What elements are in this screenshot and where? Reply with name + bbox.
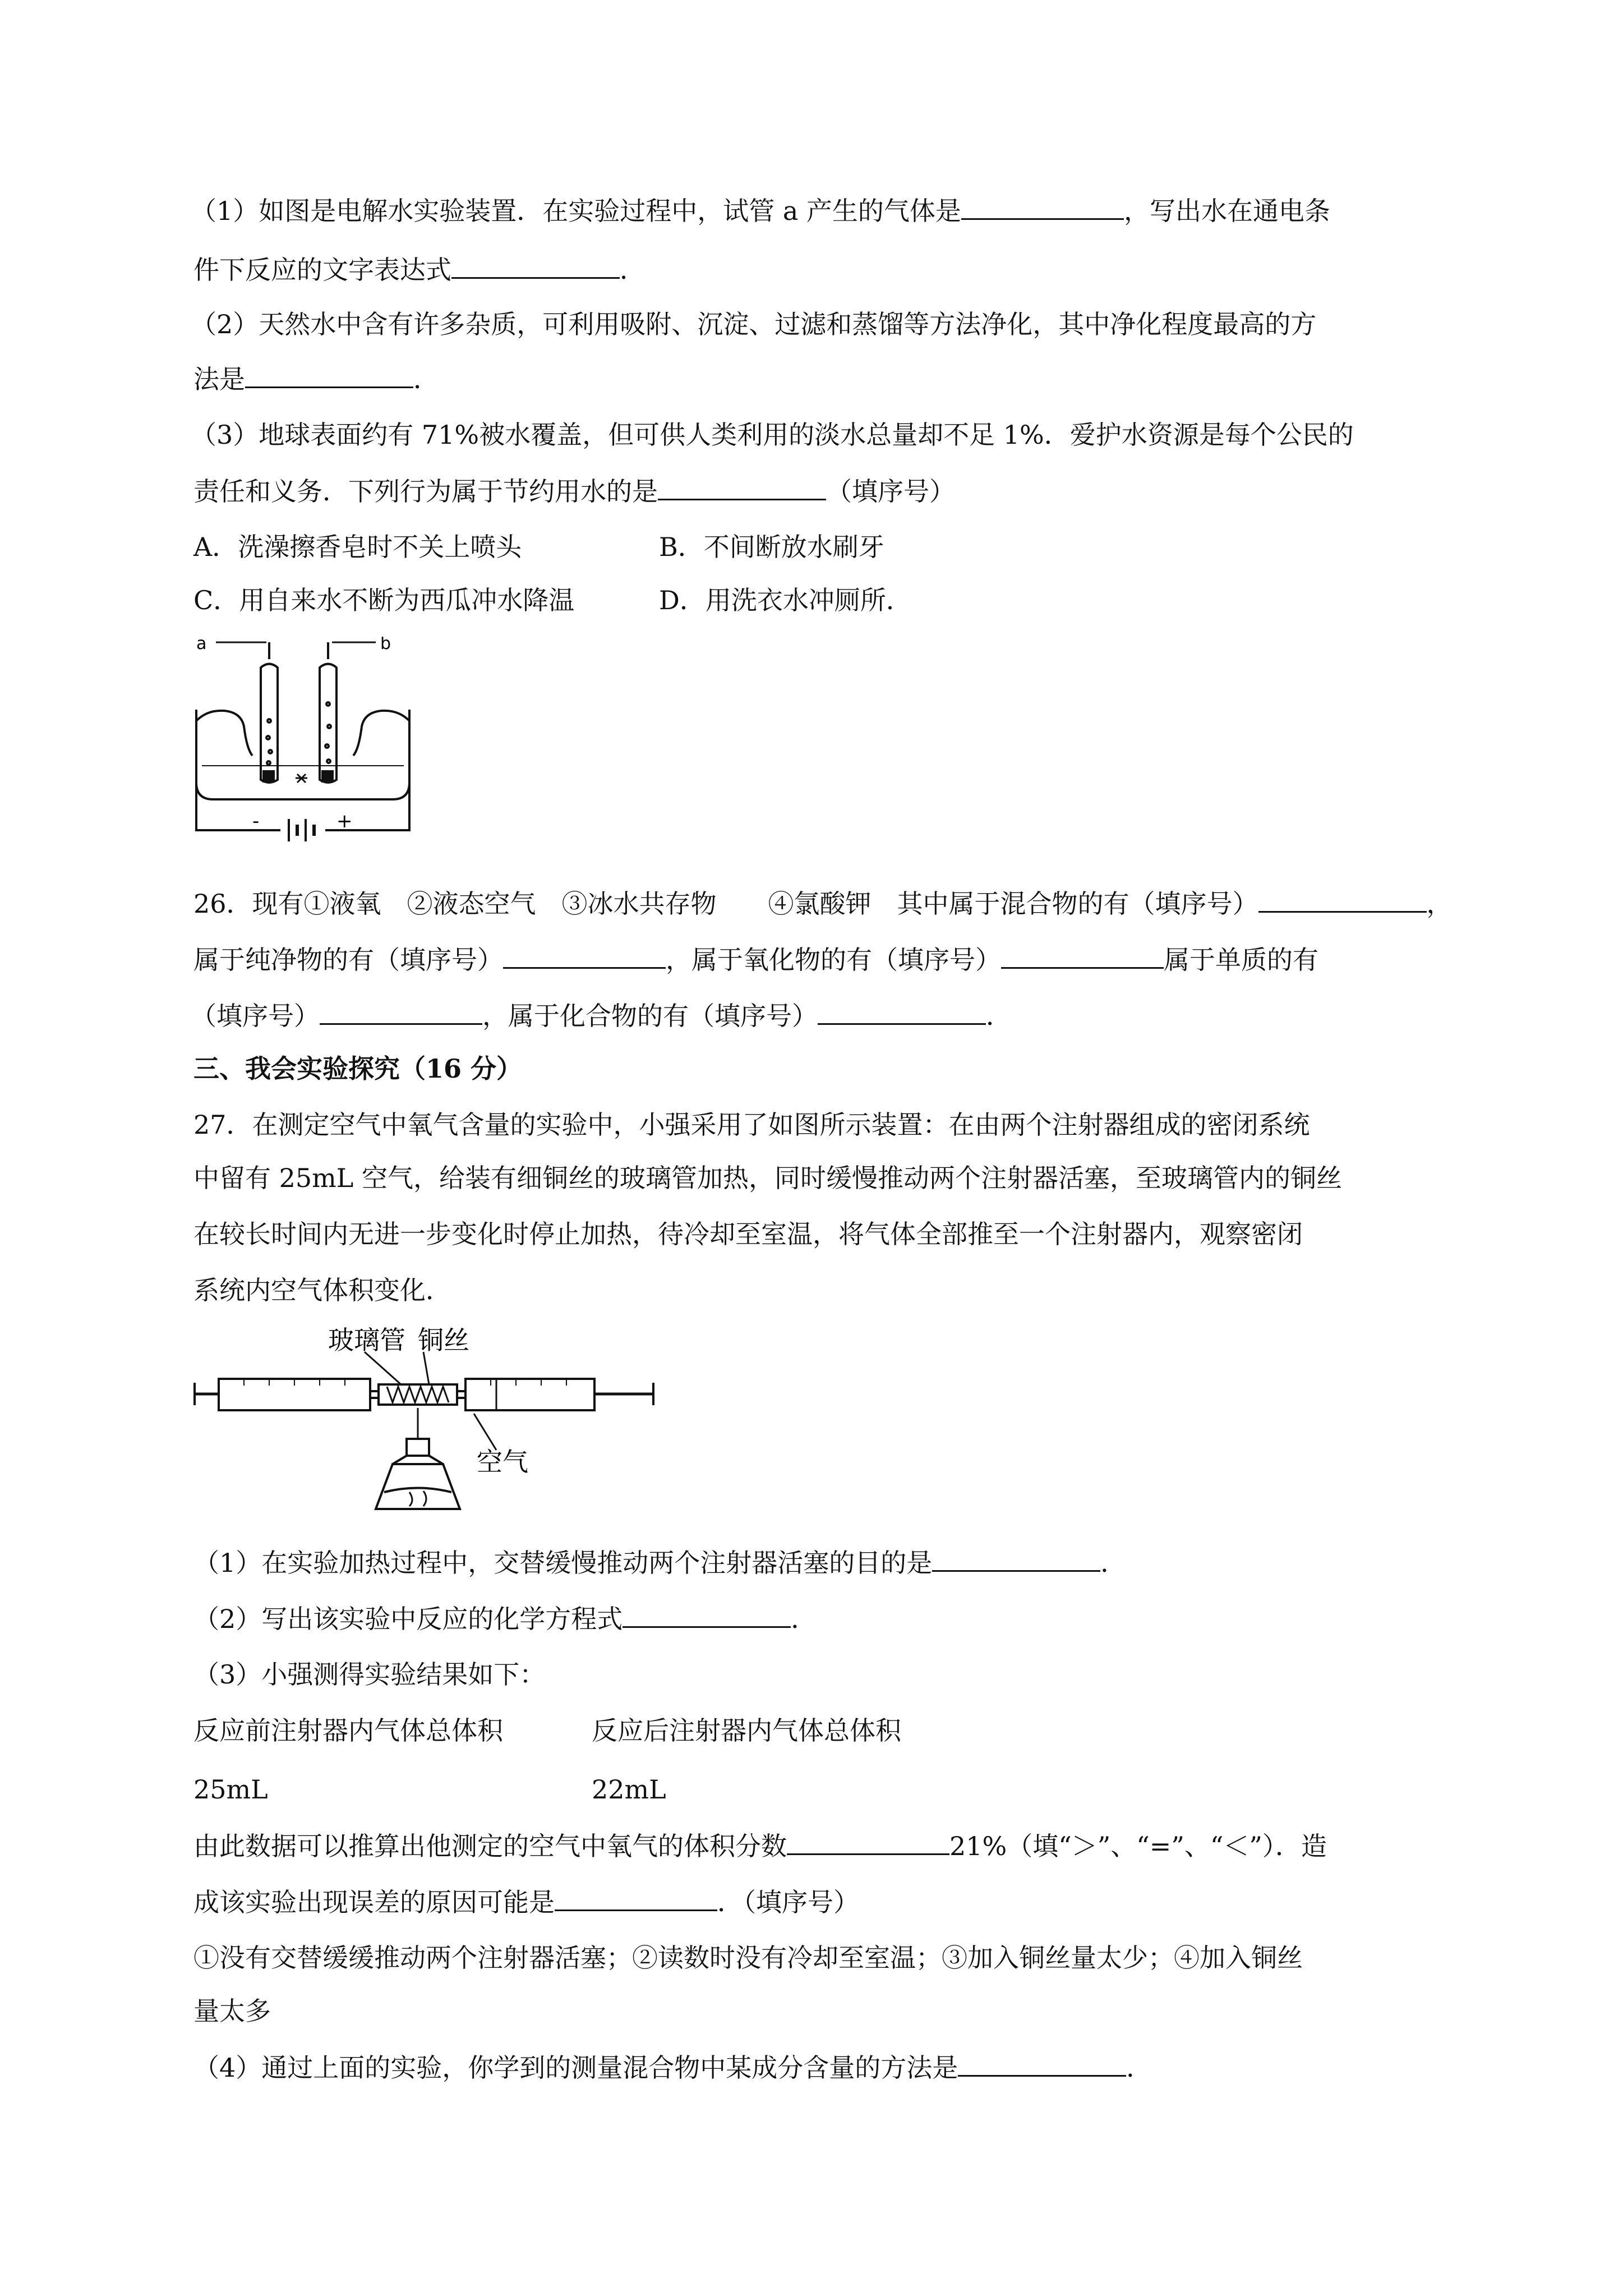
answer-blank-purpose[interactable] <box>932 1545 1100 1572</box>
q25-part3-text-a: 责任和义务．下列行为属于节约用水的是 <box>193 476 658 507</box>
q27-sub3 <box>193 1658 545 1691</box>
q27-sub1-text-b: ． <box>1100 1548 1127 1578</box>
q27-sub4-text-a: （4）通过上面的实验，你学到的测量混合物中某成分含量的方法是 <box>193 2053 958 2083</box>
q25-part1-text-a: （1）如图是电解水实验装置．在实验过程中，试管 a 产生的气体是 <box>191 196 961 226</box>
answer-blank-pure-substance[interactable] <box>503 942 666 969</box>
results-header-after-text: 反应后注射器内气体总体积 <box>592 1715 901 1746</box>
option-c-text: C．用自来水不断为西瓜冲水降温 <box>193 585 575 615</box>
q27-line8 <box>193 1994 271 2028</box>
answer-blank-save-water[interactable] <box>658 474 826 500</box>
results-value-before <box>193 1773 268 1806</box>
electrolysis-apparatus-figure <box>185 637 421 850</box>
q25-part1-text-d: ． <box>620 255 645 285</box>
q27-text-8: 量太多 <box>193 1996 271 2026</box>
q26-text-c: 属于纯净物的有（填序号） <box>193 945 503 975</box>
q25-part2-text: （2）天然水中含有许多杂质，可利用吸附、沉淀、过滤和蒸馏等方法净化，其中净化程度最高的方 <box>191 309 1317 339</box>
q27-text-4: 系统内空气体积变化． <box>193 1275 451 1305</box>
q25-option-b <box>659 530 884 564</box>
answer-blank-error-cause[interactable] <box>555 1885 717 1911</box>
q26-text-f: （填序号） <box>191 1001 320 1031</box>
q27-text-6b: ．（填序号） <box>717 1887 859 1917</box>
q27-line5 <box>193 1829 1327 1862</box>
q25-part1-text-c: 件下反应的文字表达式 <box>193 255 451 285</box>
q27-text-3: 在较长时间内无进一步变化时停止加热，待冷却至室温，将气体全部推至一个注射器内，观察密闭 <box>193 1219 1303 1249</box>
results-header-before <box>193 1714 503 1747</box>
answer-blank-gas-a[interactable] <box>961 194 1124 220</box>
answer-blank-compound[interactable] <box>818 999 986 1025</box>
answer-blank-purification[interactable] <box>245 362 413 388</box>
q25-option-a <box>193 530 522 564</box>
q26-line3 <box>191 999 1012 1032</box>
q27-text-5b: 21%（填“＞”、“=”、“＜”）．造 <box>949 1831 1327 1861</box>
q27-line1 <box>193 1108 1310 1142</box>
answer-blank-equation[interactable] <box>623 1602 791 1628</box>
q27-sub4 <box>193 2050 1152 2084</box>
q25-part2-text-b: ． <box>413 364 439 394</box>
label-copper-wire: 铜丝 <box>418 1325 469 1355</box>
option-a-text: A．洗澡擦香皂时不关上喷头 <box>193 532 522 562</box>
q25-part3-text-b: （填序号） <box>826 476 955 507</box>
q27-sub2-text-b: ． <box>791 1604 817 1634</box>
answer-blank-element[interactable] <box>320 999 482 1025</box>
q27-sub4-text-b: ． <box>1126 2053 1152 2083</box>
label-air: 空气 <box>477 1447 528 1477</box>
syringe-apparatus-figure <box>193 1324 676 1526</box>
q27-line2 <box>193 1161 1342 1195</box>
results-value-after-text: 22mL <box>592 1774 666 1805</box>
answer-blank-mixture[interactable] <box>1258 886 1427 913</box>
q27-text-1: 27．在测定空气中氧气含量的实验中，小强采用了如图所示装置：在由两个注射器组成的密闭系统 <box>193 1110 1310 1140</box>
q27-line6 <box>193 1885 859 1918</box>
q26-text-e: 属于单质的有 <box>1164 945 1318 975</box>
option-d-text: D．用洗衣水冲厕所． <box>659 585 912 615</box>
q25-option-d <box>659 583 912 617</box>
q26-text-a: 26．现有①液氧 ②液态空气 ③冰水共存物 ④氯酸钾 其中属于混合物的有（填序号） <box>193 889 1258 919</box>
option-b-text: B．不间断放水刷牙 <box>659 532 884 562</box>
label-plus: + <box>336 810 353 832</box>
q25-part1-line2 <box>193 252 645 286</box>
q25-part1-line1 <box>191 194 1330 227</box>
q25-part2-line2 <box>193 362 439 395</box>
section3-heading-text: 三、我会实验探究（16 分） <box>193 1053 523 1084</box>
q26-line2 <box>193 942 1318 976</box>
q25-part2-text-a: 法是 <box>193 364 245 394</box>
answer-blank-word-equation[interactable] <box>451 252 620 279</box>
q26-text-g: ，属于化合物的有（填序号） <box>482 1001 818 1031</box>
q27-sub1-text-a: （1）在实验加热过程中，交替缓慢推动两个注射器活塞的目的是 <box>193 1548 933 1578</box>
q27-sub1 <box>193 1545 1126 1579</box>
q26-line1 <box>193 886 1453 920</box>
q25-part3-line1 <box>191 418 1354 452</box>
q27-sub3-text: （3）小强测得实验结果如下： <box>193 1659 546 1690</box>
q25-part2-line1 <box>191 307 1316 341</box>
label-minus: - <box>252 810 260 832</box>
label-a: a <box>196 637 207 654</box>
results-header-after <box>592 1714 901 1747</box>
q25-option-c <box>193 583 574 617</box>
results-value-before-text: 25mL <box>193 1774 268 1805</box>
label-b: b <box>380 637 391 654</box>
q27-line4 <box>193 1273 451 1307</box>
q27-text-6a: 成该实验出现误差的原因可能是 <box>193 1887 555 1917</box>
q27-sub2-text-a: （2）写出该实验中反应的化学方程式 <box>193 1604 623 1634</box>
label-glass-tube: 玻璃管 <box>328 1325 405 1355</box>
section3-heading <box>193 1052 522 1085</box>
results-value-after <box>592 1773 666 1806</box>
results-header-before-text: 反应前注射器内气体总体积 <box>193 1715 503 1746</box>
q25-part3-text: （3）地球表面约有 71%被水覆盖，但可供人类利用的淡水总量却不足 1%．爱护水资源是每个公民的 <box>191 420 1354 450</box>
q26-text-b: ， <box>1426 889 1453 919</box>
q26-text-h: ． <box>986 1001 1012 1031</box>
answer-blank-oxide[interactable] <box>1001 942 1164 969</box>
q27-text-2: 中留有 25mL 空气，给装有细铜丝的玻璃管加热，同时缓慢推动两个注射器活塞，至玻璃管内的铜丝 <box>193 1163 1342 1193</box>
q27-text-5a: 由此数据可以推算出他测定的空气中氧气的体积分数 <box>193 1831 787 1861</box>
q26-text-d: ，属于氧化物的有（填序号） <box>666 945 1001 975</box>
q27-text-7: ①没有交替缓缓推动两个注射器活塞；②读数时没有冷却至室温；③加入铜丝量太少；④加入铜丝 <box>193 1943 1303 1973</box>
q27-line3 <box>193 1217 1303 1251</box>
q27-sub2 <box>193 1602 817 1635</box>
answer-blank-comparison[interactable] <box>787 1829 949 1855</box>
q25-part3-line2 <box>193 474 955 508</box>
q25-part1-text-b: ，写出水在通电条 <box>1123 196 1330 226</box>
q27-line7 <box>193 1941 1303 1975</box>
answer-blank-method[interactable] <box>958 2050 1126 2077</box>
